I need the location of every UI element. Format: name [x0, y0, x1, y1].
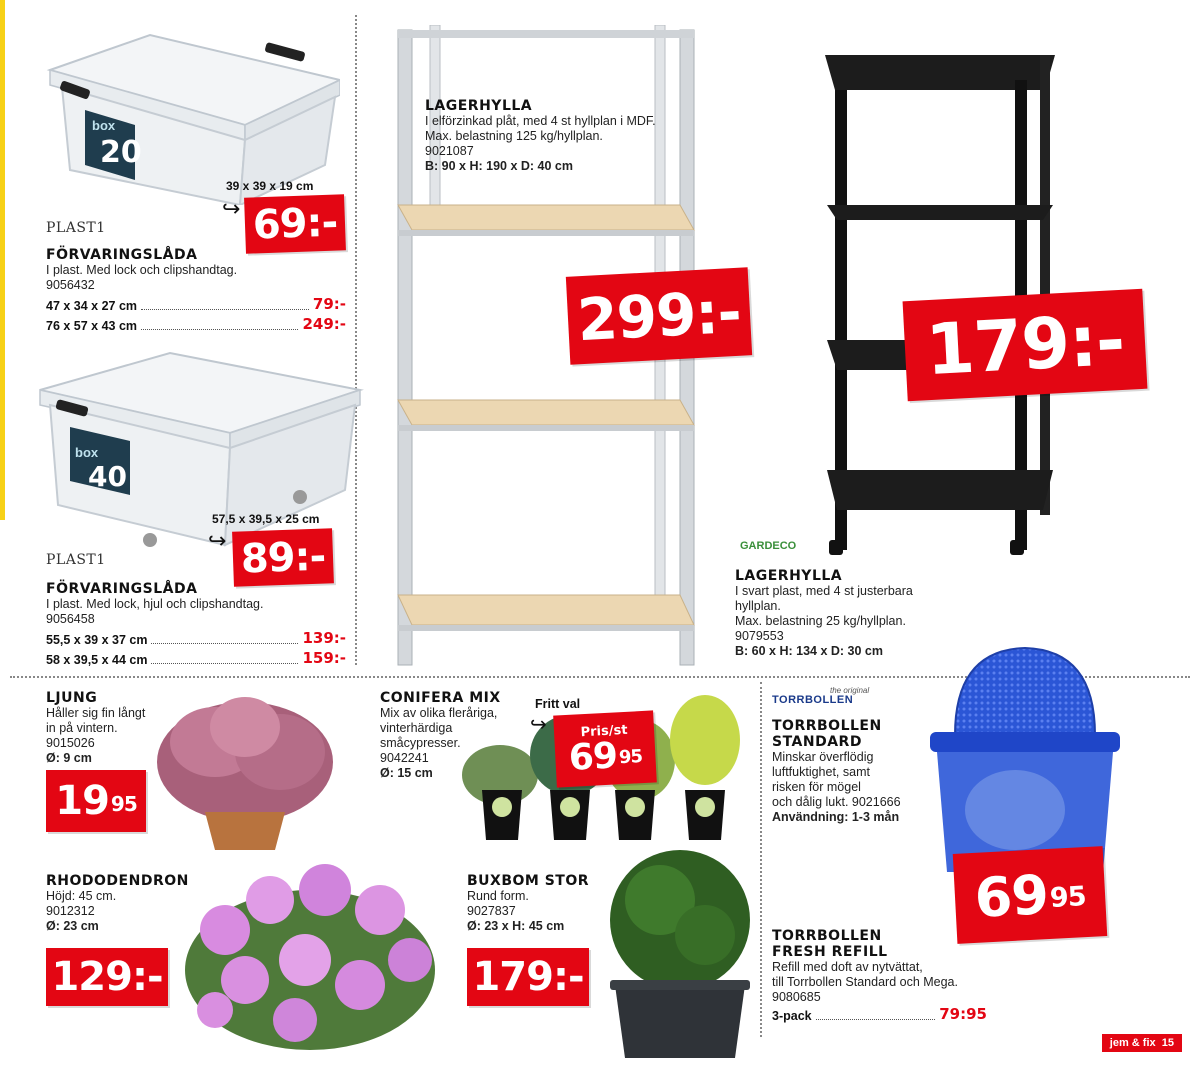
buxbom-title: BUXBOM STOR	[467, 873, 590, 889]
refill-title2: FRESH REFILL	[772, 944, 888, 960]
price-decimals: 95	[110, 792, 137, 816]
conifera-sku: 9042241	[380, 751, 429, 765]
rhododendron-title: RHODODENDRON	[46, 873, 189, 889]
torrbollen-title2: STANDARD	[772, 734, 862, 750]
arrow-icon: ↪	[530, 714, 547, 736]
conifera-desc3: småcypresser.	[380, 736, 461, 750]
ljung-sku: 9015026	[46, 736, 95, 750]
buxbom-price-tag: 179:-	[467, 948, 589, 1006]
conifera-dims: Ø: 15 cm	[380, 766, 433, 780]
storage-box-20-image	[40, 25, 340, 205]
footer-page-number: 15	[1161, 1037, 1174, 1049]
ljung-dims: Ø: 9 cm	[46, 751, 92, 765]
refill-pack: 3-pack	[772, 1009, 812, 1023]
boxwood-plant-image	[595, 850, 765, 1060]
shelf-plastic-desc2: hyllplan.	[735, 599, 781, 613]
box20-desc: I plast. Med lock och clipshandtag.	[46, 263, 238, 277]
torrbollen-desc3: risken för mögel	[772, 780, 861, 794]
footer-section: jem & fix	[1109, 1037, 1156, 1049]
arrow-icon: ↪	[208, 528, 227, 553]
rhododendron-plant-image	[175, 850, 445, 1055]
price-main: 69	[973, 862, 1050, 930]
ljung-title: LJUNG	[46, 690, 98, 706]
shelf-plastic-desc1: I svart plast, med 4 st justerbara	[735, 584, 913, 598]
ljung-desc2: in på vintern.	[46, 721, 118, 735]
left-edge-yellow-bar	[0, 0, 5, 520]
variant-size: 47 x 34 x 27 cm	[46, 299, 138, 313]
variant-price: 139:-	[302, 629, 346, 647]
box40-price-tag: 89:-	[232, 528, 334, 586]
storage-box-label-text: box	[75, 445, 99, 460]
variant-size: 55,5 x 39 x 37 cm	[46, 633, 148, 647]
box40-sku: 9056458	[46, 612, 95, 626]
rhododendron-price-tag: 129:-	[46, 948, 168, 1006]
variant-price: 159:-	[302, 649, 346, 667]
variant-price: 249:-	[302, 315, 346, 333]
storage-box-label-number: 40	[88, 460, 127, 493]
buxbom-dims: Ø: 23 x H: 45 cm	[467, 919, 565, 933]
box40-variant-row	[46, 629, 346, 647]
torrbollen-title1: TORRBOLLEN	[772, 718, 882, 734]
box20-price-tag: 69:-	[244, 194, 346, 253]
torrbollen-desc2: luftfuktighet, samt	[772, 765, 870, 779]
price-decimals: 95	[618, 746, 643, 769]
shelf-metal-price-tag: 299:-	[566, 267, 752, 364]
conifera-desc1: Mix av olika fleråriga,	[380, 706, 498, 720]
box20-variant-row	[46, 315, 346, 333]
page-footer	[1102, 1034, 1182, 1052]
box20-variant-row	[46, 295, 346, 313]
conifera-price-tag	[553, 710, 657, 787]
refill-pack-row	[772, 1005, 987, 1023]
variant-size: 76 x 57 x 43 cm	[46, 319, 138, 333]
shelf-plastic-price-tag: 179:-	[903, 289, 1148, 401]
torrbollen-brand-tag: the original	[830, 686, 870, 695]
refill-desc2: till Torrbollen Standard och Mega.	[772, 975, 958, 989]
shelf-plastic-dims: B: 60 x H: 134 x D: 30 cm	[735, 644, 883, 658]
ljung-desc1: Håller sig fin långt	[46, 706, 146, 720]
rhododendron-sku: 9012312	[46, 904, 95, 918]
box20-title: FÖRVARINGSLÅDA	[46, 247, 198, 263]
shelf-metal-sku: 9021087	[425, 144, 474, 158]
variant-price: 79:-	[312, 295, 346, 313]
price-main: 19	[55, 778, 109, 824]
heather-plant-image	[145, 672, 345, 852]
shelf-metal-desc2: Max. belastning 125 kg/hyllplan.	[425, 129, 603, 143]
box40-desc: I plast. Med lock, hjul och clipshandtag.	[46, 597, 264, 611]
plast1-logo: PLAST1	[46, 552, 106, 568]
box20-dims: 39 x 39 x 19 cm	[226, 179, 314, 193]
shelf-plastic-title: LAGERHYLLA	[735, 568, 843, 584]
buxbom-desc: Rund form.	[467, 889, 529, 903]
conifera-pris-st: Pris/st	[580, 722, 628, 740]
rhododendron-dims: Ø: 23 cm	[46, 919, 99, 933]
conifera-title: CONIFERA MIX	[380, 690, 501, 706]
arrow-icon: ↪	[222, 196, 241, 221]
buxbom-sku: 9027837	[467, 904, 516, 918]
torrbollen-desc4: och dålig lukt. 9021666	[772, 795, 901, 809]
refill-desc1: Refill med doft av nytvättat,	[772, 960, 923, 974]
box40-title: FÖRVARINGSLÅDA	[46, 581, 198, 597]
conifera-desc2: vinterhärdiga	[380, 721, 453, 735]
gardeco-logo: GARDECO	[740, 540, 797, 552]
divider-vertical-top	[355, 15, 357, 665]
plast1-logo: PLAST1	[46, 220, 106, 236]
shelf-metal-desc1: I elförzinkad plåt, med 4 st hyllplan i MDF.	[425, 114, 656, 128]
shelf-metal-title: LAGERHYLLA	[425, 98, 533, 114]
box40-dims: 57,5 x 39,5 x 25 cm	[212, 512, 320, 526]
ljung-price-tag	[46, 770, 146, 832]
torrbollen-desc1: Minskar överflödig	[772, 750, 874, 764]
rhododendron-desc: Höjd: 45 cm.	[46, 889, 117, 903]
torrbollen-logo: TORRBOLLEN	[772, 694, 854, 706]
price-main: 69	[567, 734, 618, 779]
variant-size: 58 x 39,5 x 44 cm	[46, 653, 148, 667]
conifera-fritt-val: Fritt val	[535, 697, 581, 711]
shelf-plastic-desc3: Max. belastning 25 kg/hyllplan.	[735, 614, 906, 628]
shelf-metal-dims: B: 90 x H: 190 x D: 40 cm	[425, 159, 573, 173]
refill-sku: 9080685	[772, 990, 821, 1004]
storage-box-label-number: 20	[100, 135, 142, 170]
refill-title1: TORRBOLLEN	[772, 928, 882, 944]
box20-sku: 9056432	[46, 278, 95, 292]
price-decimals: 95	[1049, 880, 1087, 914]
torrbollen-container-image	[925, 640, 1125, 880]
storage-box-label-text: box	[92, 118, 116, 133]
shelf-plastic-sku: 9079553	[735, 629, 784, 643]
box40-variant-row	[46, 649, 346, 667]
torrbollen-usage: Användning: 1-3 mån	[772, 810, 900, 824]
refill-price: 79:95	[939, 1005, 987, 1023]
